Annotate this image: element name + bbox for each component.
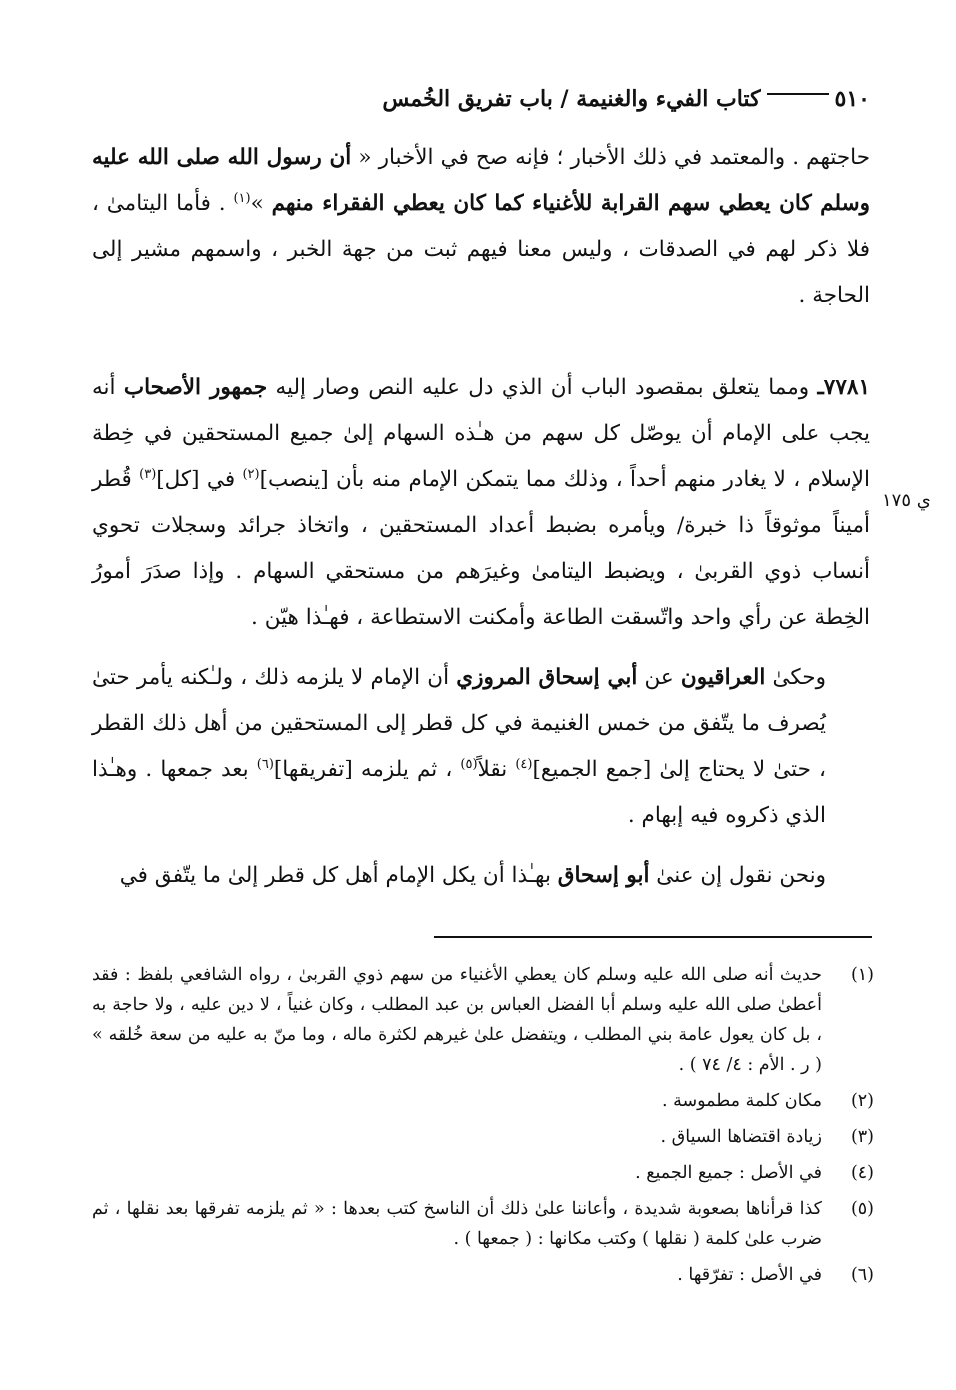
footnote-ref[interactable]: (١) xyxy=(233,190,251,206)
footnote-text: في الأصل : جميع الجميع . xyxy=(635,1163,822,1183)
header-title: كتاب الفيء والغنيمة / باب تفريق الخُمس xyxy=(382,86,761,112)
text-run: ومما يتعلق بمقصود الباب أن الذي دل عليه النص وصار إليه xyxy=(267,375,818,400)
text-run: » xyxy=(250,191,272,216)
text-run: في [كل] xyxy=(156,467,243,492)
manuscript-folio-marker: ي ١٧٥ xyxy=(882,490,931,511)
footnote-text: حديث أنه صلى الله عليه وسلم كان يعطي الأغنياء من سهم ذوي القربىٰ ، رواه الشافعي بلفظ : فقد أعطىٰ صلى الله عليه وسلم أبا الفضل العباس بن عبد المطلب ، وكان غنياً ، لا دين عليه ، ولا حاجة به ، بل كان يعول عامة بني المطلب ، ويتفضل علىٰ غيرهم لكثرة ماله ، وما منّ به عليه من سعة خُلقه » ( ر . الأم : ٤/ ٧٤ ) . xyxy=(92,965,822,1075)
text-run: بعد جمعها . وهـٰذا الذي ذكروه فيه إبهام . xyxy=(92,757,826,828)
bold-term: أبو إسحاق xyxy=(557,863,650,888)
text-run: ، ثم يلزمه [تفريقها] xyxy=(273,757,461,782)
text-run: ونحن نقول إن عنىٰ xyxy=(649,863,826,888)
footnote-separator xyxy=(434,936,872,938)
footnotes xyxy=(92,960,874,1296)
footnote-text: في الأصل : تفرّقها . xyxy=(677,1265,822,1285)
bold-term: العراقيون xyxy=(680,665,766,690)
text-run: أن الإمام لا يلزمه ذلك ، ولـٰكنه يأمر حتىٰ يُصرف ما يتّفق من خمس الغنيمة في كل قطر إلى المستحقين من أهل ذلك القطر ، حتىٰ لا يحتاج إلىٰ [جمع الجميع] xyxy=(92,665,826,782)
section-number: ٧٧٨١ـ xyxy=(817,375,870,400)
paragraph-3 xyxy=(92,655,870,839)
hadith-quote: أن رسول الله صلى الله عليه وسلم كان يعطي سهم القرابة للأغنياء كما كان يعطي الفقراء منهم xyxy=(92,145,870,216)
text-run: حاجتهم . والمعتمد في ذلك الأخبار ؛ فإنه صح في الأخبار « xyxy=(351,145,871,170)
paragraph-1 xyxy=(92,135,870,319)
paragraph-gap xyxy=(92,839,870,853)
footnote-number: (١) xyxy=(850,965,874,985)
page-number: ٥١٠ xyxy=(834,86,870,112)
footnote-number: (٣) xyxy=(850,1127,874,1147)
footnote-text: كذا قرأناها بصعوبة شديدة ، وأعاننا علىٰ ذلك أن الناسخ كتب بعدها : « ثم يلزمه تفرقها بعد نقلها ، ثم ضرب علىٰ كلمة ( نقلها ) وكتب مكانها : ( جمعها ) . xyxy=(92,1199,822,1249)
paragraph-gap xyxy=(92,319,870,365)
text-run: بهـٰذا أن يكل الإمام أهل كل قطر إلىٰ ما يتّفق في xyxy=(119,863,558,888)
text-run: أنه يجب على الإمام أن يوصّل كل سهم من هـٰذه السهام إلىٰ جميع المستحقين في خِطة الإسلام ، لا يغادر منهم أحداً ، وذلك مما يتمكن الإمام منه بأن [ينصب] xyxy=(92,375,870,492)
footnote-number: (٢) xyxy=(850,1091,874,1111)
text-run: نقلاً xyxy=(477,757,516,782)
footnote-number: (٥) xyxy=(850,1199,874,1219)
footnote xyxy=(92,1086,874,1116)
footnote-ref[interactable]: (٦) xyxy=(256,756,274,772)
footnote-text: مكان كلمة مطموسة . xyxy=(661,1091,822,1111)
footnote xyxy=(92,1194,874,1254)
bold-term: جمهور الأصحاب xyxy=(123,375,268,400)
text-run: قُطر أميناً موثوقاً ذا خبرة/ ويأمره بضبط أعداد المستحقين ، واتخاذ جرائد وسجلات تحوي أنساب ذوي القربىٰ ، ويضبط اليتامىٰ وغيرَهم من مستحقي السهام . وإذا صدَرَ أمورُ الخِطة عن رأي واحد واتّسقت الطاعة وأمكنت الاستطاعة ، فهـٰذا هيّن . xyxy=(92,467,870,630)
footnote xyxy=(92,960,874,1080)
paragraph-2 xyxy=(92,365,870,641)
footnote-number: (٤) xyxy=(850,1163,874,1183)
running-header xyxy=(90,86,870,126)
header-rule xyxy=(767,93,829,95)
footnote-number: (٦) xyxy=(850,1265,874,1285)
text-run: عن xyxy=(637,665,681,690)
footnote xyxy=(92,1122,874,1152)
bold-term: أبي إسحاق المروزي xyxy=(456,665,638,690)
paragraph-gap xyxy=(92,641,870,655)
paragraph-4 xyxy=(92,853,870,899)
footnote xyxy=(92,1158,874,1188)
text-run: . فأما اليتامىٰ ، فلا ذكر لهم في الصدقات ، وليس معنا فيهم ثبت من جهة الخبر ، واسمهم مشير إلى الحاجة . xyxy=(92,191,870,308)
footnote xyxy=(92,1260,874,1290)
footnote-text: زيادة اقتضاها السياق . xyxy=(660,1127,822,1147)
footnote-ref[interactable]: (٢) xyxy=(242,466,260,482)
footnote-ref[interactable]: (٥) xyxy=(460,756,478,772)
text-run: وحكىٰ xyxy=(765,665,826,690)
main-text xyxy=(92,135,870,899)
footnote-ref[interactable]: (٣) xyxy=(139,466,157,482)
footnote-ref[interactable]: (٤) xyxy=(515,756,533,772)
